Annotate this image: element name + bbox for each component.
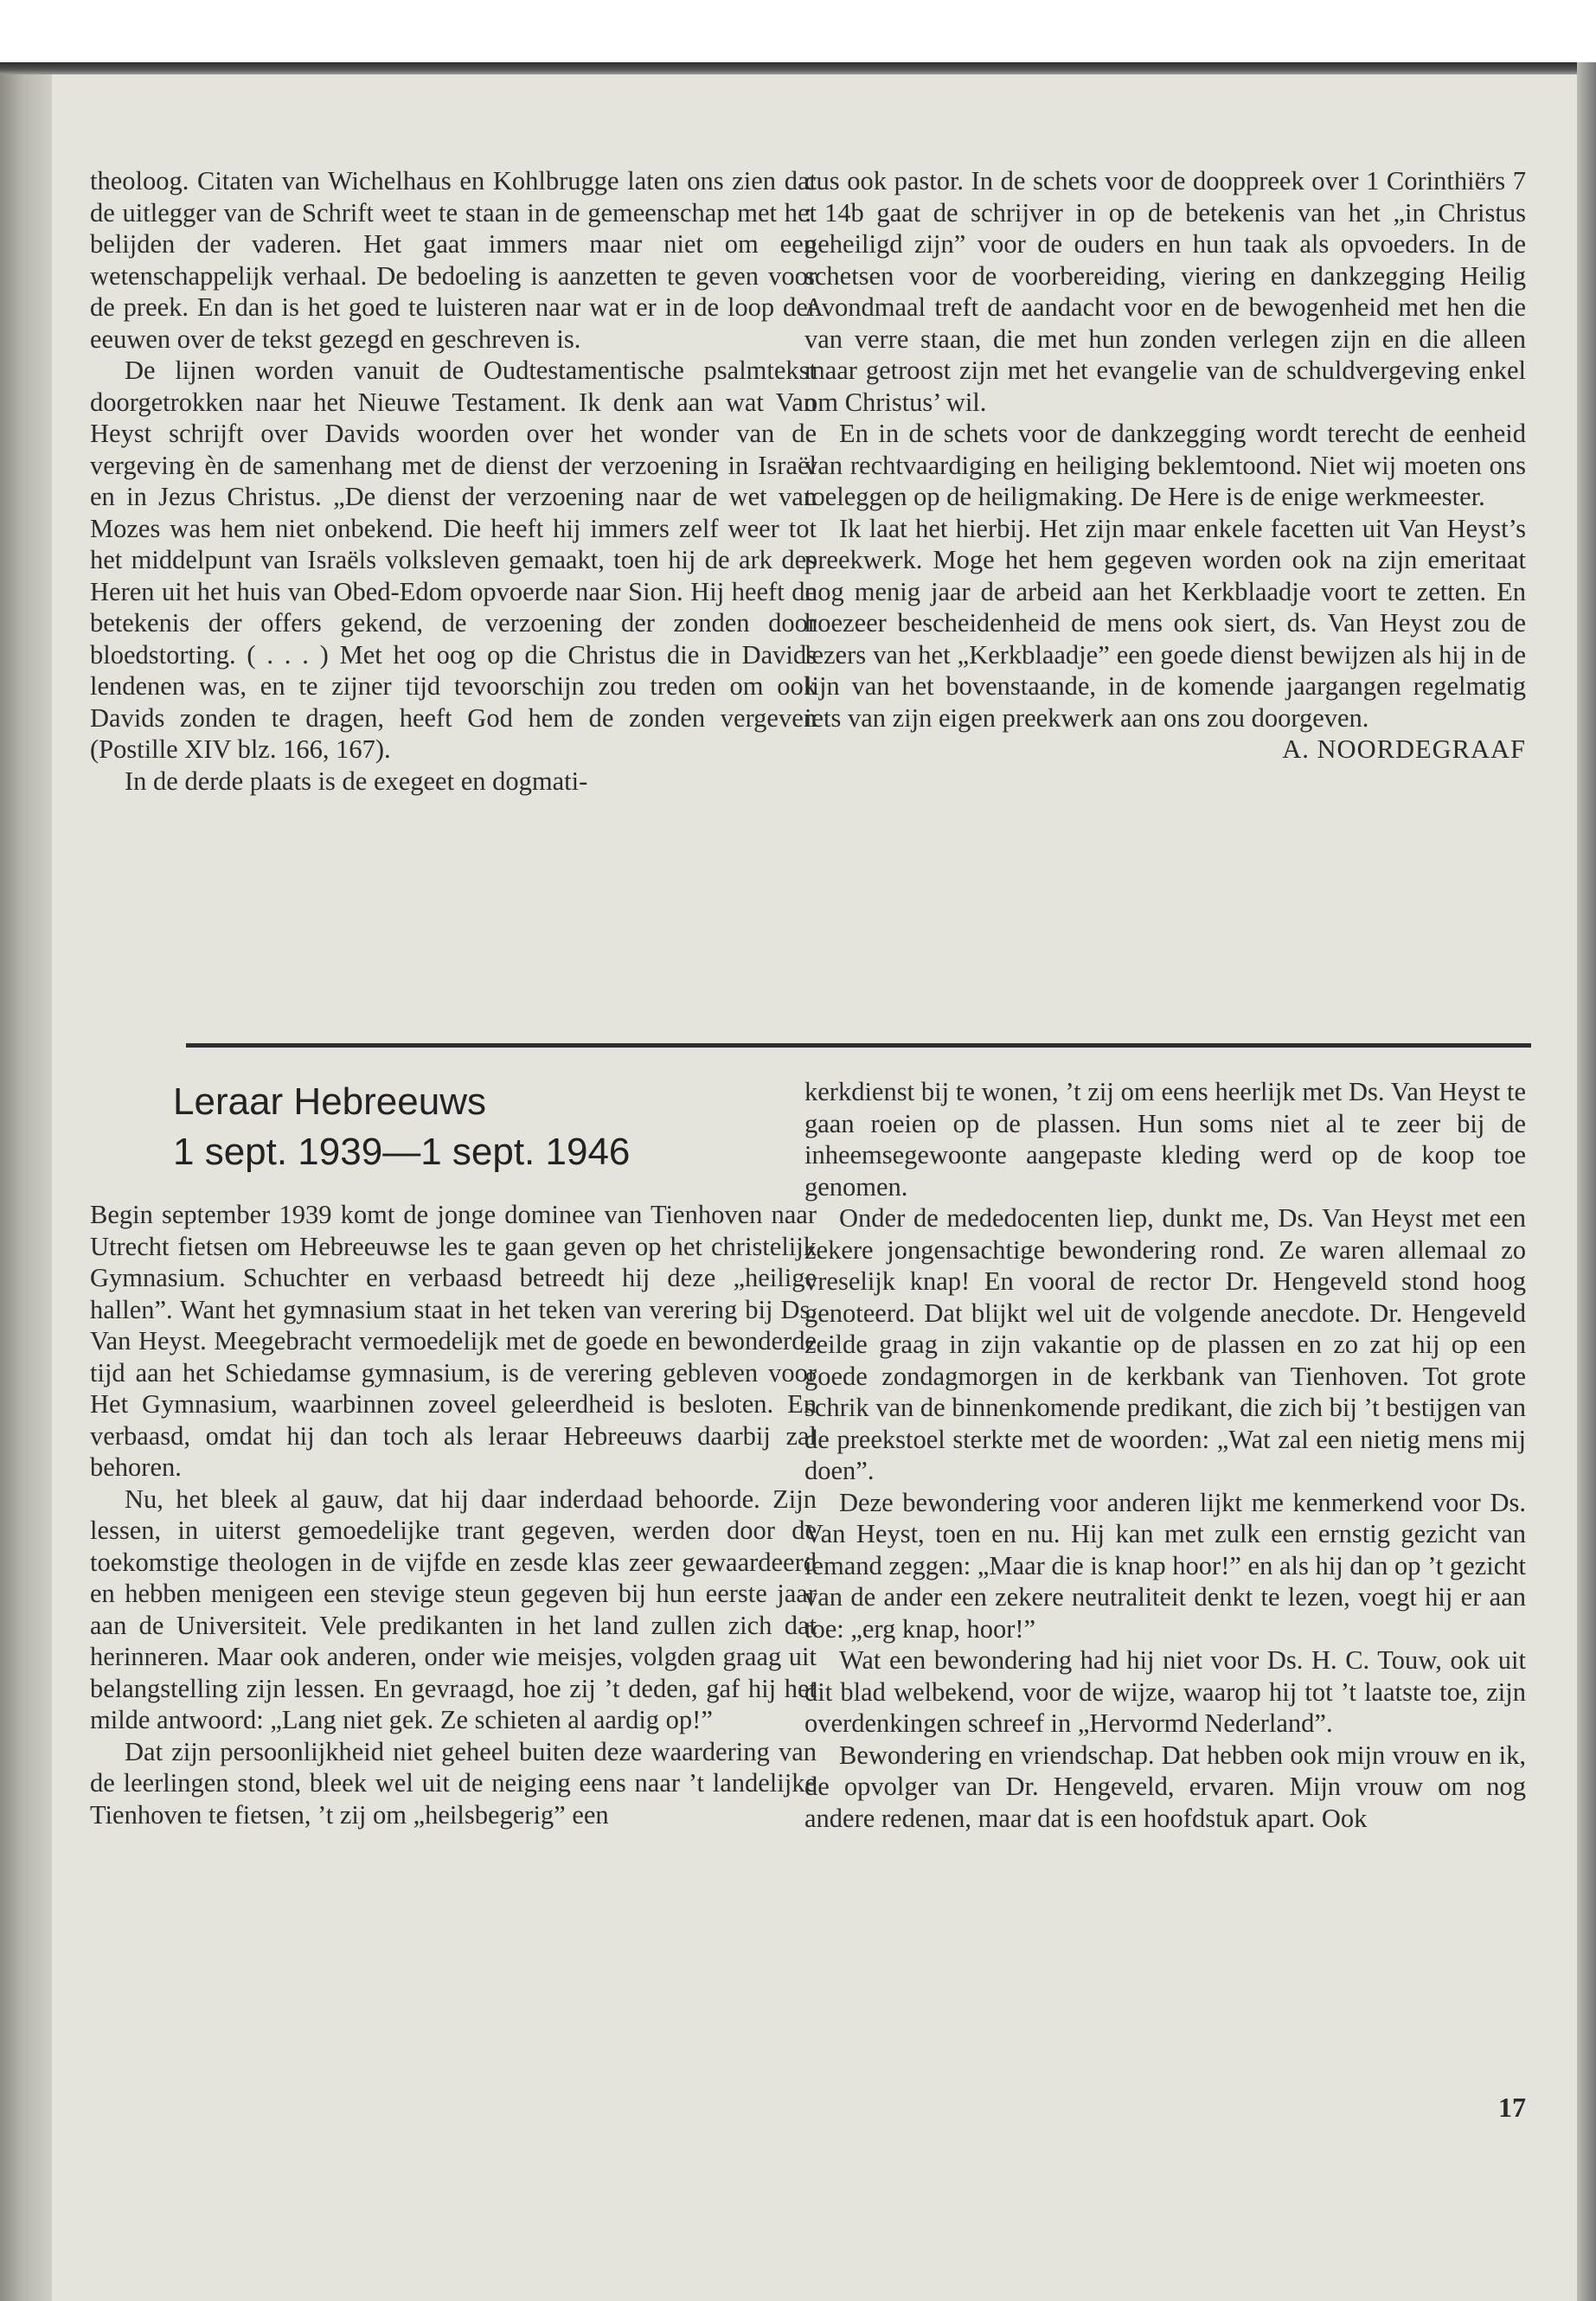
page-top-edge <box>0 62 1596 74</box>
paragraph: Begin september 1939 komt de jonge dominee van Tienhoven naar Utrecht fietsen om Hebreeuwse les te gaan geven op het christelijk Gymnasium. Schuchter en verbaasd betreedt hij deze „heilige hallen”. Want het gymnasium staat in het teken van verering bij Ds. Van Heyst. Meegebracht vermoedelijk met de goede en bewonderde tijd aan het Schiedamse gymnasium, is de verering gebleven voor Het Gymnasium, waarbinnen zoveel geleerdheid is besloten. En verbaasd, omdat hij dan toch als leraar Hebreeuws daarbij zal behoren. <box>90 1200 817 1482</box>
article-title <box>173 1078 779 1178</box>
page-right-edge <box>1577 62 1596 2301</box>
article-top-left-column <box>90 165 817 797</box>
page-number: 17 <box>1498 2092 1526 2123</box>
paragraph: Onder de mededocenten liep, dunkt me, Ds. Van Heyst met een zekere jongensachtige bewondering rond. Ze waren allemaal zo vreselijk knap! En vooral de rector Dr. Hengeveld stond hoog genoteerd. Dat blijkt wel uit de volgende anecdote. Dr. Hengeveld zeilde graag in zijn vakantie op de plassen en zo zat hij op een goede zondagmorgen in de kerkbank van Tienhoven. Tot grote schrik van de binnenkomende predikant, die zich bij ’t bestijgen van de preekstoel sterkte met de woorden: „Wat zal een nietig mens mij doen”. <box>804 1203 1526 1485</box>
paragraph: En in de schets voor de dankzegging wordt terecht de eenheid van rechtvaardiging en heiliging beklemtoond. Niet wij moeten ons toeleggen op de heiligmaking. De Here is de enige werkmeester. <box>804 419 1526 511</box>
paragraph: Ik laat het hierbij. Het zijn maar enkele facetten uit Van Heyst’s preekwerk. Moge het hem gegeven worden ook na zijn emeritaat nog menig jaar de arbeid aan het Kerkblaadje voort te zetten. En hoezeer bescheidenheid de mens ook siert, ds. Van Heyst zou de lezers van het „Kerkblaadje” een goede dienst bewijzen als hij in de lijn van het bovenstaande, in de komende jaargangen regelmatig iets van zijn eigen preekwerk aan ons zou doorgeven. <box>804 513 1526 733</box>
article-title-line2: 1 sept. 1939—1 sept. 1946 <box>173 1131 631 1173</box>
paragraph: cus ook pastor. In de schets voor de dooppreek over 1 Corinthiërs 7 : 14b gaat de schrijver in op de betekenis van het „in Christus geheiligd zijn” voor de ouders en hun taak als opvoeders. In de schetsen voor de voorbereiding, viering en dankzegging Heilig Avondmaal treft de aandacht voor en de bewogenheid met hen die van verre staan, die met hun zonden verlegen zijn en die alleen maar getroost zijn met het evangelie van de schuldvergeving enkel om Christus’ wil. <box>804 166 1526 417</box>
article-top-right-column <box>804 165 1526 766</box>
article-title-line1: Leraar Hebreeuws <box>173 1080 486 1123</box>
paragraph: Wat een bewondering had hij niet voor Ds. H. C. Touw, ook uit dit blad welbekend, voor de wijze, waarop hij tot ’t laatste toe, zijn overdenkingen schreef in „Hervormd Nederland”. <box>804 1645 1526 1738</box>
paragraph: Dat zijn persoonlijkheid niet geheel buiten deze waardering van de leerlingen stond, bleek wel uit de neiging eens naar ’t landelijke Tienhoven te fietsen, ’t zij om „heilsbegerig” een <box>90 1736 817 1830</box>
author-signature: A. NOORDEGRAAF <box>1282 734 1526 764</box>
paragraph: De lijnen worden vanuit de Oudtestamentische psalmtekst doorgetrokken naar het Nieuwe Testament. Ik denk aan wat Van Heyst schrijft over Davids woorden over het wonder van de vergeving èn de samenhang met de dienst der verzoening in Israël en in Jezus Christus. „De dienst der verzoening naar de wet van Mozes was hem niet onbekend. Die heeft hij immers zelf weer tot het middelpunt van Israëls volksleven gemaakt, toen hij de ark des Heren uit het huis van Obed-Edom opvoerde naar Sion. Hij heeft de betekenis der offers gekend, de verzoening der zonden door bloedstorting. ( . . . ) Met het oog op die Christus die in Davids lendenen was, en te zijner tijd tevoorschijn zou treden om ook Davids zonden te dragen, heeft God hem de zonden vergeven (Postille XIV blz. 166, 167). <box>90 356 817 764</box>
paragraph: In de derde plaats is de exegeet en dogmati- <box>125 766 588 796</box>
section-divider <box>186 1043 1531 1048</box>
paragraph: Nu, het bleek al gauw, dat hij daar inderdaad behoorde. Zijn lessen, in uiterst gemoedelijke trant gegeven, werden door de toekomstige theologen in de vijfde en zesde klas zeer gewaardeerd en hebben menigeen een stevige steun gegeven bij hun eerste jaar aan de Universiteit. Vele predikanten in het land zullen zich dat herinneren. Maar ook anderen, onder wie meisjes, volgden graag uit belangstelling zijn lessen. En gevraagd, hoe zij ’t deden, gaf hij het milde antwoord: „Lang niet gek. Ze schieten al aardig op!” <box>90 1484 817 1734</box>
book-spine-shadow <box>0 62 52 2301</box>
article-bottom-left-column <box>90 1199 817 1830</box>
paragraph: kerkdienst bij te wonen, ’t zij om eens heerlijk met Ds. Van Heyst te gaan roeien op de plassen. Hun soms niet al te zeer bij de inheemsegewoonte aangepaste kleding werd op de koop toe genomen. <box>804 1077 1526 1202</box>
page <box>52 74 1577 2301</box>
paragraph: theoloog. Citaten van Wichelhaus en Kohlbrugge laten ons zien dat de uitlegger van de Schrift weet te staan in de gemeenschap met het belijden der vaderen. Het gaat immers maar niet om een wetenschappelijk verhaal. De bedoeling is aanzetten te geven voor de preek. En dan is het goed te luisteren naar wat er in de loop der eeuwen over de tekst gezegd en geschreven is. <box>90 166 817 354</box>
article-bottom-right-column <box>804 1076 1526 1834</box>
paragraph: Bewondering en vriendschap. Dat hebben ook mijn vrouw en ik, de opvolger van Dr. Hengeveld, ervaren. Mijn vrouw om nog andere redenen, maar dat is een hoofdstuk apart. Ook <box>804 1740 1526 1833</box>
paragraph: Deze bewondering voor anderen lijkt me kenmerkend voor Ds. Van Heyst, toen en nu. Hij kan met zulk een ernstig gezicht van iemand zeggen: „Maar die is knap hoor!” en als hij dan op ’t gezicht van de ander een zekere neutraliteit denkt te lezen, voegt hij er aan toe: „erg knap, hoor!” <box>804 1487 1526 1644</box>
